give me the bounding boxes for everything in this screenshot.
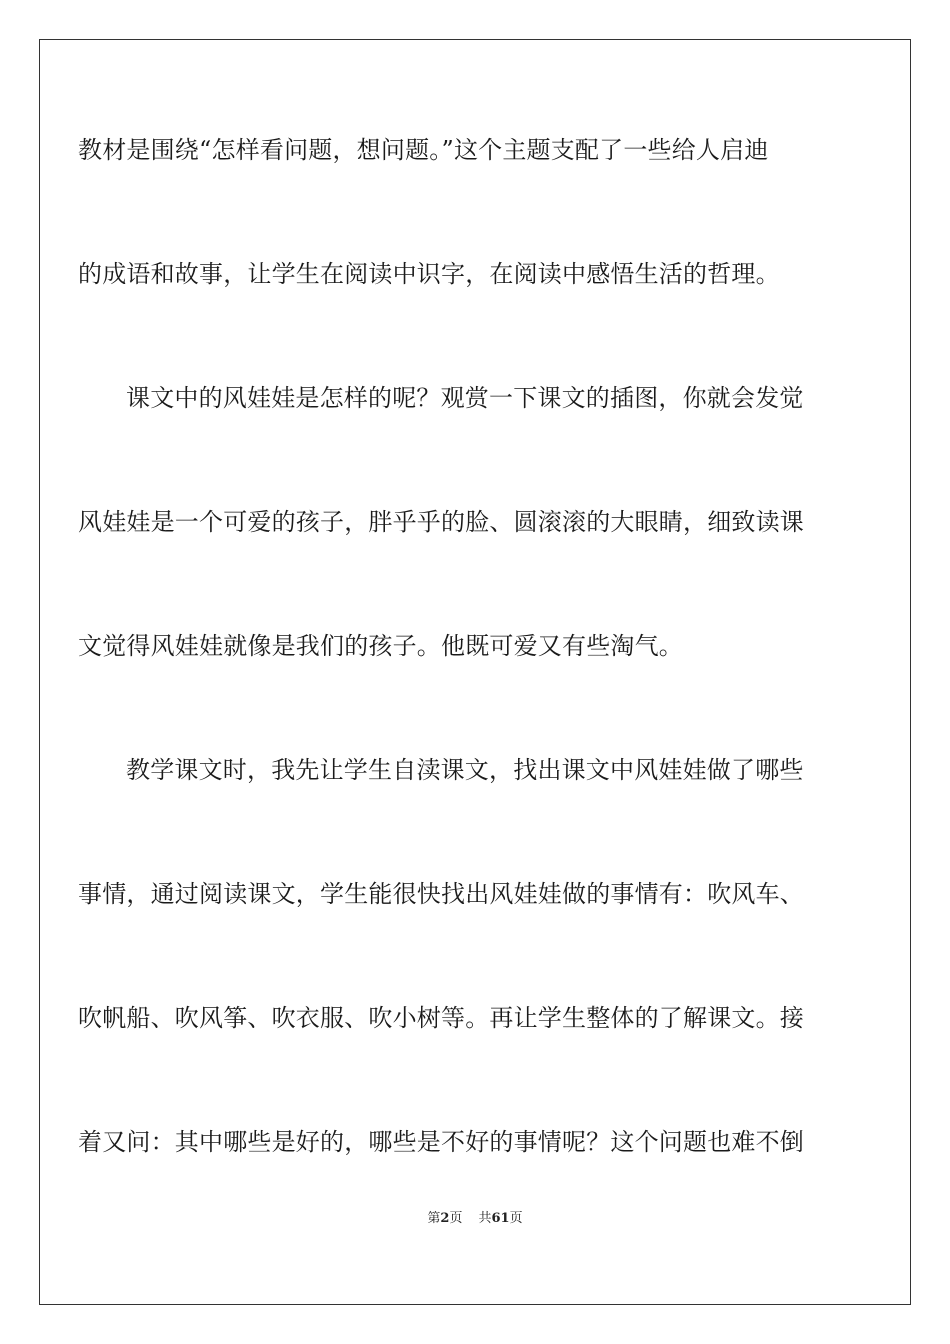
total-suffix: 页: [509, 1211, 523, 1226]
text-line: 教材是围绕“怎样看问题，想问题。”这个主题支配了一些给人启迪: [78, 136, 769, 164]
text-line: 事情，通过阅读课文，学生能很快找出风娃娃做的事情有：吹风车、: [78, 880, 804, 908]
total-pages: 61: [491, 1211, 510, 1226]
page-number: 2: [440, 1211, 450, 1226]
text-line: 吹帆船、吹风筝、吹衣服、吹小树等。再让学生整体的了解课文。接: [78, 1004, 804, 1032]
text-line: 教学课文时，我先让学生自渎课文，找出课文中风娃娃做了哪些: [126, 756, 804, 784]
text-line: 文觉得风娃娃就像是我们的孩子。他既可爱又有些淘气。: [78, 632, 683, 660]
text-line: 的成语和故事，让学生在阅读中识字，在阅读中感悟生活的哲理。: [78, 260, 780, 288]
text-line: 风娃娃是一个可爱的孩子，胖乎乎的脸、圆滚滚的大眼睛，细致读课: [78, 508, 804, 536]
page-footer: [0, 1207, 950, 1226]
page-suffix: 页: [449, 1211, 463, 1226]
document-body: [78, 88, 804, 1204]
text-line: 课文中的风娃娃是怎样的呢？观赏一下课文的插图，你就会发觉: [126, 384, 804, 412]
page-prefix: 第: [427, 1211, 441, 1226]
text-line: 着又问：其中哪些是好的，哪些是不好的事情呢？这个问题也难不倒: [78, 1128, 804, 1156]
total-prefix: 共: [478, 1211, 492, 1226]
